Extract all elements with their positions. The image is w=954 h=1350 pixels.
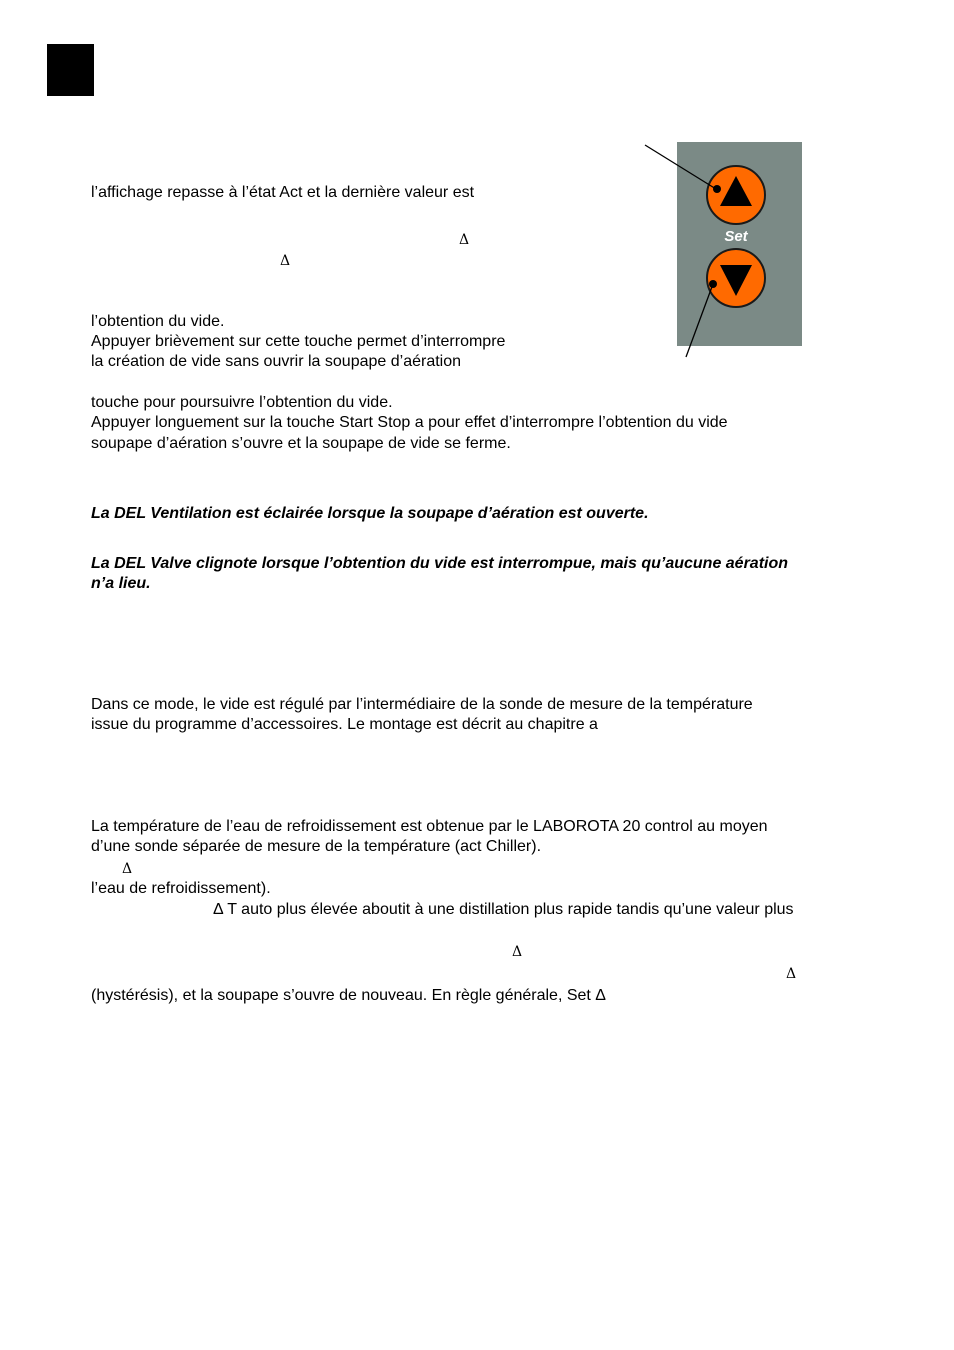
keypad-panel [677, 142, 802, 346]
delta-symbol: Δ [459, 232, 470, 248]
delta-symbol: Δ [280, 253, 291, 269]
delta-symbol: Δ [786, 966, 797, 982]
text-line: la création de vide sans ouvrir la soupape d’aération [91, 353, 462, 370]
delta-symbol: Δ [512, 944, 523, 960]
text-line: Appuyer longuement sur la touche Start Stop a pour effet d’interrompre l’obtention du vide [91, 414, 728, 431]
text-line: Δ T auto plus élevée aboutit à une distillation plus rapide tandis qu’une valeur plus [213, 901, 794, 918]
text-line: Appuyer brièvement sur cette touche permet d’interrompre [91, 333, 506, 350]
up-arrow-button[interactable] [707, 166, 765, 224]
delta-symbol: Δ [122, 861, 133, 877]
text-line: touche pour poursuivre l’obtention du vide. [91, 394, 393, 411]
text-line: Dans ce mode, le vide est régulé par l’intermédiaire de la sonde de mesure de la température [91, 696, 753, 713]
note-ventilation-led: La DEL Ventilation est éclairée lorsque la soupape d’aération est ouverte. [91, 505, 649, 522]
note-valve-led: La DEL Valve clignote lorsque l’obtention du vide est interrompue, mais qu’aucune aération [91, 555, 789, 572]
text-line: issue du programme d’accessoires. Le montage est décrit au chapitre a [91, 716, 598, 733]
note-valve-led-cont: n’a lieu. [91, 575, 151, 592]
chapter-marker-block [47, 44, 94, 96]
text-line: l’obtention du vide. [91, 313, 225, 330]
text-line: l’eau de refroidissement). [91, 880, 271, 897]
text-line: La température de l’eau de refroidissement est obtenue par le LABOROTA 20 control au moyen [91, 818, 768, 835]
text-line: soupape d’aération s’ouvre et la soupape de vide se ferme. [91, 435, 511, 452]
text-line: l’affichage repasse à l’état Act et la dernière valeur est [91, 184, 475, 201]
text-line: (hystérésis), et la soupape s’ouvre de nouveau. En règle générale, Set Δ [91, 987, 606, 1004]
set-label: Set [724, 228, 748, 245]
text-line: d’une sonde séparée de mesure de la température (act Chiller). [91, 838, 542, 855]
down-arrow-button[interactable] [707, 249, 765, 307]
